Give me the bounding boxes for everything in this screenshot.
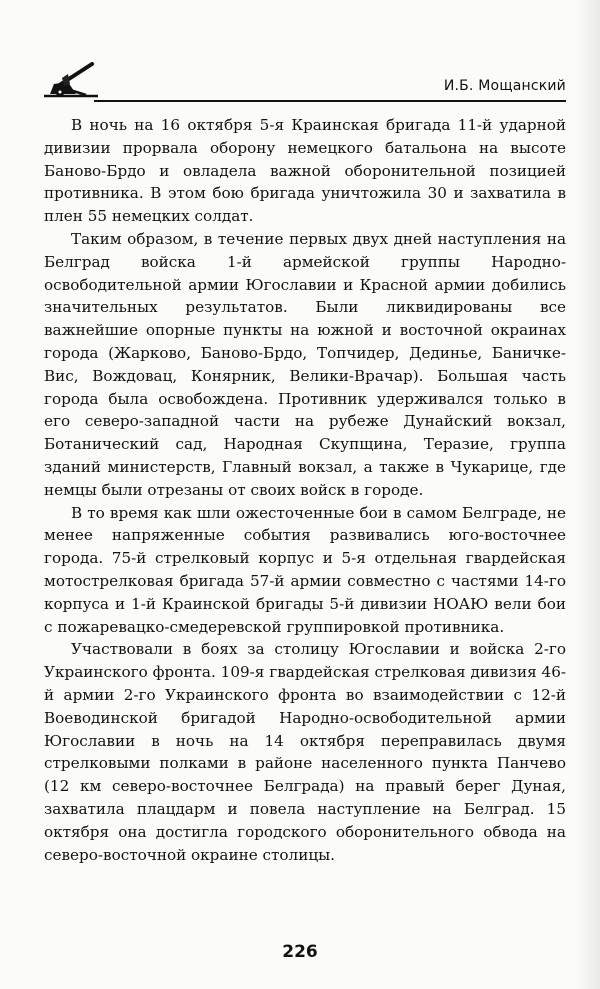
running-header [42,60,566,102]
book-author: И.Б. Мощанский [443,78,566,94]
page-number: 226 [282,942,318,962]
paragraph: В то время как шли ожесточенные бои в самом Белграде, не менее напряженные события развивались юго-восточнее города. 75-й стрелковый корпус и 5-я отдельная гвардейская мотострелковая бригада 57-й армии совместно с частями 14-го корпуса и 1-й Краинской бригады 5-й дивизии НОАЮ вели бои с пожаревацко-смедеревской группировкой противника. [44,503,566,636]
page-edge-shadow [576,0,600,989]
paragraph: В ночь на 16 октября 5-я Краинская бригада 11-й ударной дивизии прорвала оборону немецкого батальона на высоте Баново-Брдо и овладела важной оборонительной позицией противника. В этом бою бригада уничтожила 30 и захватила в плен 55 немецких солдат. [44,116,566,226]
artillery-gun-icon [42,60,100,100]
paragraph: Таким образом, в течение первых двух дней наступления на Белград войска 1-й армейской группы Народно-освободительной армии Югославии и Красной армии добились значительных результатов. Были ликвидированы все важнейшие опорные пункты на южной и восточной окраинах города (Жарково, Баново-Брдо, Топчидер, Дединье, Баничке-Вис, Вождовац, Конярник, Велики-Врачар). Большая часть города была освобождена. Противник удерживался только в его северо-западной части на рубеже Дунайский вокзал, Ботанический сад, Народная Скупщина, Теразие, группа зданий министерств, Главный вокзал, а также в Чукарице, где немцы были отрезаны от своих войск в городе. [44,229,566,499]
header-rule [94,100,566,102]
page-body-text [44,114,566,866]
paragraph: Участвовали в боях за столицу Югославии и войска 2-го Украинского фронта. 109-я гвардейская стрелковая дивизия 46-й армии 2-го Украинского фронта во взаимодействии с 12-й Воеводинской бригадой Народно-освободительной армии Югославии в ночь на 14 октября переправилась двумя стрелковыми полками в районе населенного пункта Панчево (12 км северо-восточнее Белграда) на правый берег Дуная, захватила плацдарм и повела наступление на Белград. 15 октября она достигла городского оборонительного обвода на северо-восточной окраине столицы. [44,640,566,864]
